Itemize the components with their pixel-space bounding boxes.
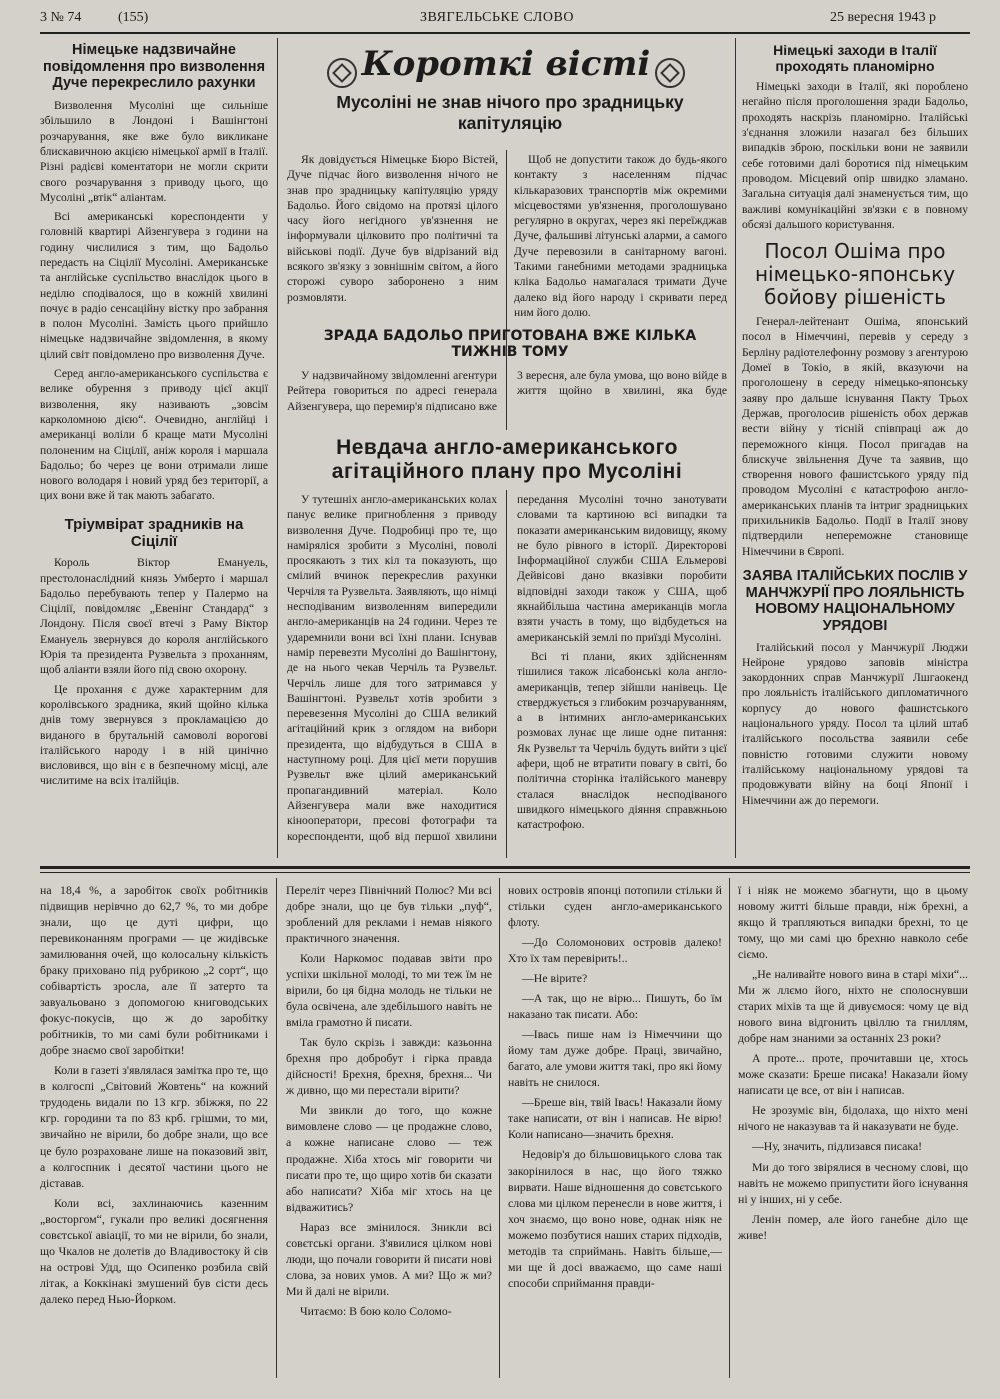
article-headline: Тріумвірат зрадників на Сіцілії xyxy=(64,515,244,550)
column-rule xyxy=(277,38,278,858)
article-paragraph: нових островів японці потопили стільки й стільки суден англо-американського флоту. xyxy=(508,883,722,930)
article-headline: Посол Ошіма про німецько-японську бойову рішеність xyxy=(754,239,956,310)
article-paragraph: Переліт через Північний Полюс? Ми всі добре знали, що це був тільки „пуф“, зроблений для реклами і немав ніякого практичного значення. xyxy=(286,883,492,946)
center-article-3 xyxy=(287,492,727,862)
ornament-icon xyxy=(327,58,357,88)
column-rule xyxy=(729,878,730,1378)
article-paragraph: Коли в газеті з'являлася замітка про те, що в колгоспі „Світовий Жовтень“ на кожний трудодень видали по 13 кгр. збіжжя, по 22 кгр. городини та по 83 крб. грішми, то ми, звичайно не вірили, бо добре знали, що все це було розраховане лише на показовий звіт, а колгоспник і десятої частини цього не діставав. xyxy=(40,1063,268,1190)
left-column xyxy=(40,42,268,862)
ornament-icon xyxy=(655,58,685,88)
article-paragraph: Коли Наркомос подавав звіти про успіхи шкільної молоді, то ми теж їм не вірили, бо ця бідна молодь не тільки не була освічена, але здебільшого навіть не вміла грамотно й писати. xyxy=(286,951,492,1030)
article-headline: ЗАЯВА ІТАЛІЙСЬКИХ ПОСЛІВ У МАНЧЖУРІЇ ПРО ЛОЯЛЬНІСТЬ НОВОМУ НАЦІОНАЛЬНОМУ УРЯДОВІ xyxy=(742,567,968,634)
article-paragraph: Читаємо: В бою коло Соломо- xyxy=(300,1303,452,1318)
newspaper-name: ЗВЯГЕЛЬСЬКЕ СЛОВО xyxy=(420,10,574,25)
article-paragraph: Щоб не допустити також до будь-якого контакту з населенням підчас кількаразових транспортів між окремими місцевостями ув'язнення, проголошувано регулярно в округах, через які переїжджав Дуче, фальшиві літунські аларми, а самого Дуче перевозили в санітарному вагоні. Такими ганебними методами зрадницька кліка Бадольо намагалася тримати Дуче далеко від його народу і скривати перед ним його долю. xyxy=(514,153,727,319)
article-paragraph: У надзвичайному звідомленні агентури Рейтера говориться по адресі генерала Айзенгувера, що перемир'я підписано вже 3 вересня, але була умова, що воно війде в життя щойно в хвилині, яка буде xyxy=(287,369,727,413)
article-paragraph: А проте... проте, прочитавши це, хтось може сказати: Бреше писака! Наказали йому написати це все, от він і написав. xyxy=(738,1051,968,1098)
article-paragraph: —Бреше він, твій Івась! Наказали йому таке написати, от він і написав. Не вірю! Коли написано—значить брехня. xyxy=(508,1095,722,1142)
article-headline: Німецькі заходи в Італії проходять планомірно xyxy=(773,42,937,75)
section-separator xyxy=(40,866,970,869)
article-headline: ЗРАДА БАДОЛЬО ПРИГОТОВАНА ВЖЕ КІЛЬКА ТИЖНІВ ТОМУ xyxy=(323,328,697,361)
article-headline: Невдача англо-американського агітаційного плану про Мусоліні xyxy=(331,436,683,483)
center-headline-3 xyxy=(292,436,722,483)
article-paragraph: Генерал-лейтенант Ошіма, японський посол в Німеччині, перевів у середу з Берліну радіотелефонну розмову з агентурою Домеї в Токіо, в якій, вказуючи на проголошену в середу німецько-японську заяву про дальше існування Пакту Трьох Держав, проголосив рішеність обох держав вести війну у тісній співпраці аж до переможного кінця. Посол пригадав на блискуче звільнення Дуче та заявив, що створення нового фашистського уряду під проводом Мусоліні є катастрофою англо-американських планів та інтриг зрадницьких прихильників Бадольо. Події в Італії знову підтвердили непереможне становище Німеччини в Європі. xyxy=(742,315,968,558)
center-col-b xyxy=(514,152,727,322)
article-paragraph: Ми звикли до того, що кожне вимовлене слово — це продажне слово, а кожне написане слово — теж продажне. Хіба хтось міг говорити чи писати про те, що щиро хотів би сказати або написати? Хіба міг хтось на це відважитись? xyxy=(286,1103,492,1214)
article-paragraph: на 18,4 %, а заробіток своїх робітників підвищив нерівчно до 62,7 %, то ми добре знали, що це дуті цифри, що перевиконанням програми — це жидівське замилювання очей, що колосальну кількість браку приховано під рубрикою „2 сорт“, що собівартість зросла, але її затерто та завуальовано з допомогою книговодських фокус-покусів, що ж до заробітку робітників, то ми самі були робітниками і добре знаємо свої заробітки! xyxy=(40,883,268,1058)
article-paragraph: —Івась пише нам із Німеччини що йому там дуже добре. Праці, звичайно, багато, але умови життя такі, про які йому навіть не снилося. xyxy=(508,1027,722,1090)
article-paragraph: Всі ті плани, яких здійсненням тішилися також лісабонські кола англо-американців, тепер зійшли нанівець. Це стверджується з глибоким розчаруванням, а в інтимних англо-американських розмовах лунає ще лише одне питання: Як Рузвельт та Черчіль будуть вийти з цієї афери, щоб не втратити повагу в світі, бо політична сторінка італійського маневру сталася внаслідок несподіваного швидкого німецького діяння справжньою катастрофою. xyxy=(517,649,727,832)
header-rule xyxy=(40,32,970,34)
article-paragraph: Коли всі, захлинаючись казенним „восторгом“, гукали про великі досягнення совєтської авіації, то ми не вірили, бо знали, що Чкалов не долетів до Владивостоку й сів на острові Удд, що Осипенко розбила свій літак, а Коккінакі змушений був сісти десь далеко перед Нью-Йорком. xyxy=(40,1195,268,1306)
right-column xyxy=(742,42,968,862)
bottom-column-2 xyxy=(286,882,492,1387)
column-rule xyxy=(499,878,500,1378)
article-paragraph: Як довідується Німецьке Бюро Вістей, Дуче підчас його визволення нічого не знав про зрадницьку капітуляцію уряду Бадольо. Його свідомо на протязі цілого часу його негідного ув'язнення не інформували цілковито про політичні та військові події. Дуче був відрізаний від всякого зв'язку з зовнішнім світом, а його сторожі суворо заборонено з ним розмовляти. xyxy=(287,153,498,304)
issue-date: 25 вересня 1943 р xyxy=(830,10,936,25)
article-paragraph: Нараз все змінилося. Зникли всі совєтські органи. З'явилися цілком нові люди, що почали говорити й писати нові слова, за нових умов. А ми? Що ж ми? Ми й далі не вірили. xyxy=(286,1219,492,1298)
article-paragraph: Німецькі заходи в Італії, які пороблено негайно після проголошення зради Бадольо, проходять наскрізь планомірно. Італійські з'єднання зложили назагал без більших випадків зброю, поскільки вони не заявили себе готовими далі боротися під німецьким проводом. Місцевий опір швидко зламано. Загальна ситуація далі знаменується тим, що важливі комунікаційні зв'язки є в повному обсязі дальшого користування. xyxy=(742,80,968,231)
section-banner xyxy=(285,44,727,94)
article-paragraph: Італійський посол у Манчжурії Люджи Нейроне урядово заповів міністра закордонних справ Манчжурії Лшгаокенд про лояльність італійського дипломатичного корпусу до нового фашистського національного уряду. Посол та цілий штаб італійського посольства заявили себе повністю готовими служити новому італійському національному урядові та продовжувати війну на боці Японії і Німеччини аж до перемоги. xyxy=(742,640,968,807)
article-paragraph: Серед англо-американського суспільства є велике обурення з приводу цієї акції визволення, яку називають „зовсім карколомною дією“. Очевидно, англійці і американці воліли б краще мати Мусоліні полоненим на Сіцілії, аніж короля і маршала Бадольо; бо через це вони отримали лише нового володаря і новий уряд без території, а цих вони вже й так мають забагато. xyxy=(40,367,268,503)
bottom-column-4 xyxy=(738,882,968,1387)
article-paragraph: Визволення Мусоліні ще сильніше збільшило в Лондоні і Вашінгтоні розчарування, яке вже було викликане блискавичною акцією німецької армії в Італії. Різні радієві коментатори не могли скрити свого розчарування з приводу цього, що Мусоліні „втік“ аліантам. xyxy=(40,99,268,204)
center-headline-2 xyxy=(300,328,720,360)
center-article-2 xyxy=(287,368,727,428)
center-col-a xyxy=(287,152,498,322)
column-rule xyxy=(276,878,277,1378)
article-paragraph: Так було скрізь і завжди: казьонна брехня про добробут і гірка правда дійсності! Брехня, брехня, брехня... Чи ж дивно, що ми перестали вірити? xyxy=(286,1035,492,1098)
article-paragraph: Недовір'я до більшовицького слова так закорінилося в нас, що його тяжко вирвати. Наше відношення до совєтського слова ми цілком перенесли в нове життя, і хоч знаємо, що воно нове, однак ніяк не можемо позбутися наших старих підходів, методів та сприймань. Навіть більше,—ми ще й досі вважаємо, що саме наші способи сприймання правди- xyxy=(508,1147,722,1290)
section-title: Короткі вісті xyxy=(361,44,651,84)
section-separator xyxy=(40,872,970,873)
page-number: 3 № 74 xyxy=(40,10,82,25)
issue-number: (155) xyxy=(118,10,149,25)
article-paragraph: Ми до того звірялися в чесному слові, що навіть не можемо припустити його існування ні у інших, ні у себе. xyxy=(738,1159,968,1206)
bottom-column-3 xyxy=(508,882,722,1387)
article-paragraph: Це прохання є дуже характерним для королівського зрадника, який щойно кілька днів тому звернувся з прокламацією до виданого в брутальній самоволі ворогові італійського народу і в ній цинічно висловився, що він є в безпечному місці, але числитиме на всіх італійців. xyxy=(40,682,268,788)
article-paragraph: Не зрозуміє він, бідолаха, що ніхто мені нічого не наказував та й наказувати не буде. xyxy=(738,1103,968,1134)
article-paragraph: —А так, що не вірю... Пишуть, бо їм наказано так писати. Або: xyxy=(508,991,722,1022)
article-paragraph: Король Віктор Емануель, престолонаслідний князь Умберто і маршал Бадольо перебувають тепер у Палермо на Сіцілії, повідомляє „Евенінг Стандард“ з Лондону. Після своєї втечі з Раму Віктор Емануель звернувся до короля англійського Юрія та президента Рузвельта з проханням, щоб аліанти взяли його під свою охорону. xyxy=(40,556,268,677)
center-headline-1 xyxy=(300,92,720,135)
page-header xyxy=(0,0,1000,36)
article-paragraph: „Не наливайте нового вина в старі міхи“... Ми ж ллємо його, ніхто не сполоснувши старих міхів та ще й дивуємося: чому це від нового вина відгонить цвіллю та гниллям, добре нам знаними за останніх 23 роки? xyxy=(738,967,968,1046)
article-paragraph: ї і ніяк не можемо збагнути, що в цьому новому житті більше правди, ніж брехні, а якщо й трапляються випадки брехні, то це тому, що ми самі цю брехню навколо себе сіємо. xyxy=(738,883,968,962)
article-paragraph: —Ну, значить, підлизався писака! xyxy=(752,1139,923,1154)
column-rule xyxy=(735,38,736,858)
article-paragraph: У тутешніх англо-американських колах панує велике пригноблення з приводу визволення Дуче. Подробиці про те, що наміряліся зробити з Мусоліні, поволі просякають з тих кіл та показують, що смілий вчинок перекреслив рахунки Черчіля та Рузвельта. Заявляють, що німці несподіваним визволенням випередили англо-американців на 24 години. Через те ударемнили вони всі їхні плани. Існував намір перевезти Мусоліні до Вашінгтону, де на нього чекав Черчіль та Рузвельт. Черчіль лише для того затримався у Вашінгтоні. Рузвельт хотів зробити з перевезення Мусоліні до США великий агітаційний крик з оглядом на вибори президента, що відбудуться в США в наступному році. Для цієї мети порушив Рузвельт вже цілий американський пропагандивний матеріал. Коло Айзенгувера мали вже находитися кінооператори, пресові фотографи та кореспонденти, щоб від першої хвилини передання Мусоліні точно занотувати словами та картиною всі випадки та показати американським видовищу, якому не було рівного в історії. Директорові Інформаційної служби США Ельмерові Дейвісові дано вказівки поробити відповідні заходи також у США, щоб якнайбільша частина американців могла взяти участь в тому, що відбудеться на американській землі по приїзді Мусоліні. xyxy=(287,493,727,843)
bottom-column-1 xyxy=(40,882,268,1387)
article-headline: Мусоліні не знав нічого про зрадницьку капітуляцію xyxy=(336,92,684,134)
article-paragraph: Всі американські кореспонденти у головній квартирі Айзенгувера з години на годину числилися з тим, що Бадольо передасть на Сіцілії Мусоліні. Американське та англійське суспільство внаслідок цього в неділю сподівалося, що в кожній хвилині почує в радіо сенсаційну вістку про забрання в полон Мусоліні. Замість цього прийшло німецьке надзвичайне звідомлення, в якому цілий світ повідомлено про визволення Дуче. xyxy=(40,210,268,361)
article-paragraph: —Не вірите? xyxy=(522,971,588,986)
article-headline: Німецьке надзвичайне повідомлення про визволення Дуче перекреслило рахунки xyxy=(42,42,266,92)
article-paragraph: Ленін помер, але його ганебне діло ще живе! xyxy=(738,1211,968,1242)
article-paragraph: —До Соломонових островів далеко! Хто їх там перевірить!.. xyxy=(508,935,722,966)
